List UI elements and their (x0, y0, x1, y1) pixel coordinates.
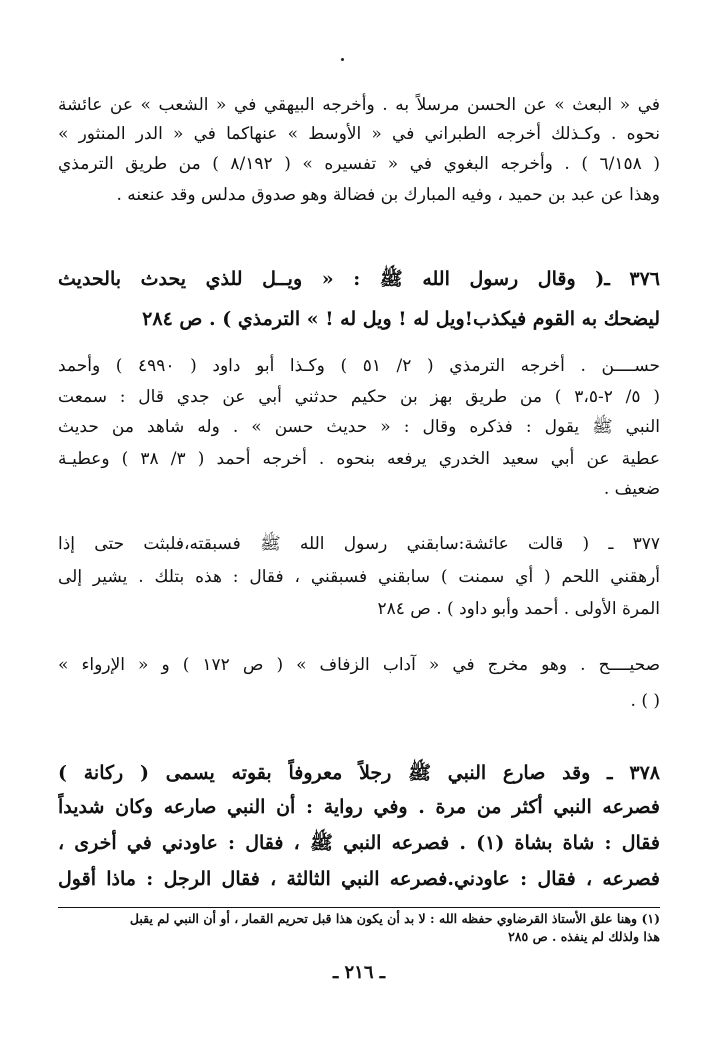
para1-line-4: وهذا عن عبد بن حميد ، وفيه المبارك بن فضالة وهو صدوق مدلس وقد عنعنه . (116, 185, 660, 205)
hadith-376-line-1: ٣٧٦ ـ( وقال رسول الله ﷺ : « ويــل للذي يحدث بالحديث (58, 268, 660, 290)
book-page (58, 0, 660, 1054)
hadith-378-line-2: فصرعه النبي أكثر من مرة . وفي رواية : أن النبي صارعه وكان شديداً (58, 796, 660, 818)
takhrij-377-line-1: صحيــــح . وهو مخرج في « آداب الزفاف » ( ص ١٧٢ ) و « الإرواء » (58, 655, 660, 675)
footnote-line-1: (١) وهنا علق الأستاذ القرضاوي حفظه الله : لا بد أن يكون هذا قبل تحريم القمار ، أو أن النبي لم يقبل (129, 911, 660, 926)
takhrij-377-line-2: ( ) . (630, 691, 660, 711)
hadith-378-line-4: فصرعه ، فقال : عاودني.فصرعه النبي الثالثة ، فقال الرجل : ماذا أقول (58, 868, 660, 890)
para1-line-1: في « البعث » عن الحسن مرسلاً به . وأخرجه البيهقي في « الشعب » عن عائشة (58, 95, 660, 115)
hadith-377-line-1: ٣٧٧ ـ ( قالت عائشة:سابقني رسول الله ﷺ فسبقته،فلبثت حتى إذا (58, 534, 660, 554)
hadith-377-line-3: المرة الأولى . أحمد وأبو داود ) . ص ٢٨٤ (377, 599, 660, 619)
hadith-376-line-2: ليضحك به القوم فيكذب!ويل له ! ويل له ! » الترمذي ) . ص ٢٨٤ (142, 308, 660, 330)
para1-line-3: ( ٦/١٥٨ ) . وأخرجه البغوي في « تفسيره » ( ٨/١٩٢ ) من طريق الترمذي (58, 154, 660, 174)
ink-dot (341, 58, 344, 61)
para1-line-2: نحوه . وكـذلك أخرجه الطبراني في « الأوسط » عنهاكما في « الدر المنثور » (58, 124, 660, 144)
takhrij-376-line-5: ضعيف . (603, 479, 660, 499)
page-number: ـ ٢١٦ ـ (332, 962, 386, 983)
takhrij-376-line-4: عطية عن أبي سعيد الخدري يرفعه بنحوه . أخرجه أحمد ( ٣/ ٣٨ ) وعطيـة (58, 449, 660, 469)
footnote-separator (58, 907, 660, 908)
hadith-377-line-2: أرهقني اللحم ( أي سمنت ) سابقني فسبقني ، فقال : هذه بتلك . يشير إلى (58, 567, 660, 587)
footnote-line-2: هذا ولذلك لم ينفذه . ص ٢٨٥ (508, 929, 660, 944)
hadith-378-line-3: فقال : شاة بشاة (١) . فصرعه النبي ﷺ ، فقال : عاودني في أخرى ، (58, 832, 660, 854)
takhrij-376-line-2: ( ٥/ ٢-٣،٥ ) من طريق بهز بن حكيم حدثني أبي عن جدي قال : سمعت (58, 387, 660, 407)
takhrij-376-line-3: النبي ﷺ يقول : فذكره وقال : « حديث حسن » . وله شاهد من حديث (58, 417, 660, 437)
hadith-378-line-1: ٣٧٨ ـ وقد صارع النبي ﷺ رجلاً معروفاً بقوته يسمى ( ركانة ) (58, 762, 660, 784)
takhrij-376-line-1: حســــن . أخرجه الترمذي ( ٢/ ٥١ ) وكـذا أبو داود ( ٤٩٩٠ ) وأحمد (58, 356, 660, 376)
